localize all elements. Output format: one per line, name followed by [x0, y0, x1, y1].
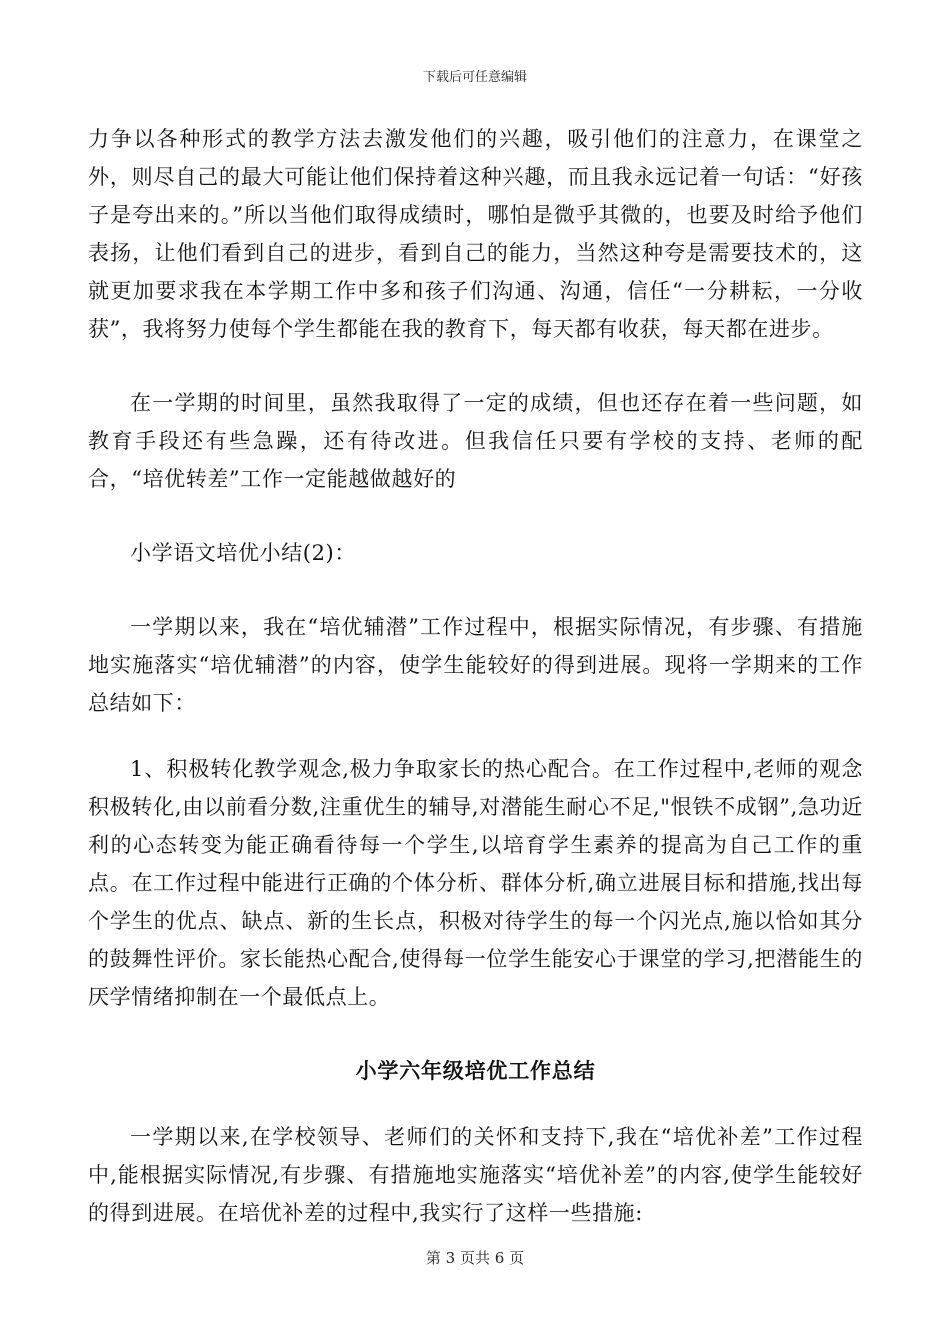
paragraph-problems: 在一学期的时间里，虽然我取得了一定的成绩，但也还存在着一些问题，如教育手段还有些急躁，还有待改进。但我信任只要有学校的支持、老师的配合，“培优转差”工作一定能越做越好的 — [88, 391, 863, 491]
section-title: 小学六年级培优工作总结 — [355, 1058, 596, 1083]
paragraph-intro: 一学期以来，我在“培优辅潜”工作过程中，根据实际情况，有步骤、有措施地实施落实“培优辅潜”的内容，使学生能较好的得到进展。现将一学期来的工作总结如下： — [88, 615, 863, 715]
paragraph-subtitle: 小学语文培优小结(2)： — [130, 541, 356, 565]
page-number: 第 3 页共 6 页 — [425, 1249, 525, 1267]
document-body — [88, 120, 863, 1232]
paragraph-continued: 力争以各种形式的教学方法去激发他们的兴趣，吸引他们的注意力，在课堂之外，则尽自己的最大可能让他们保持着这种兴趣，而且我永远记着一句话：“好孩子是夸出来的。”所以当他们取得成绩时，哪怕是微乎其微的，也要及时给予他们表扬，让他们看到自己的进步，看到自己的能力，当然这种夸是需要技术的，这就更加要求我在本学期工作中多和孩子们沟通、沟通，信任“一分耕耘，一分收获”，我将努力使每个学生都能在我的教育下，每天都有收获，每天都在进步。 — [88, 127, 863, 341]
page-header: 下载后可任意编辑 — [422, 70, 527, 85]
paragraph-item-1: 1、积极转化教学观念,极力争取家长的热心配合。在工作过程中,老师的观念积极转化,由以前看分数,注重优生的辅导,对潜能生耐心不足,"恨铁不成钢”,急功近利的心态转变为能正确看待每一个学生,以培育学生素养的提高为自己工作的重点。在工作过程中能进行正确的个体分析、群体分析,确立进展目标和措施,找出每个学生的优点、缺点、新的生长点，积极对待学生的每一个闪光点,施以恰如其分的鼓舞性评价。家长能热心配合,使得每一位学生能安心于课堂的学习,把潜能生的厌学情绪抑制在一个最低点上。 — [88, 757, 863, 1009]
paragraph-section-intro: 一学期以来,在学校领导、老师们的关怀和支持下,我在“培优补差”工作过程中,能根据实际情况,有步骤、有措施地实施落实“培优补差”的内容,使学生能较好的得到进展。在培优补差的过程中,我实行了这样一些措施: — [88, 1125, 863, 1225]
